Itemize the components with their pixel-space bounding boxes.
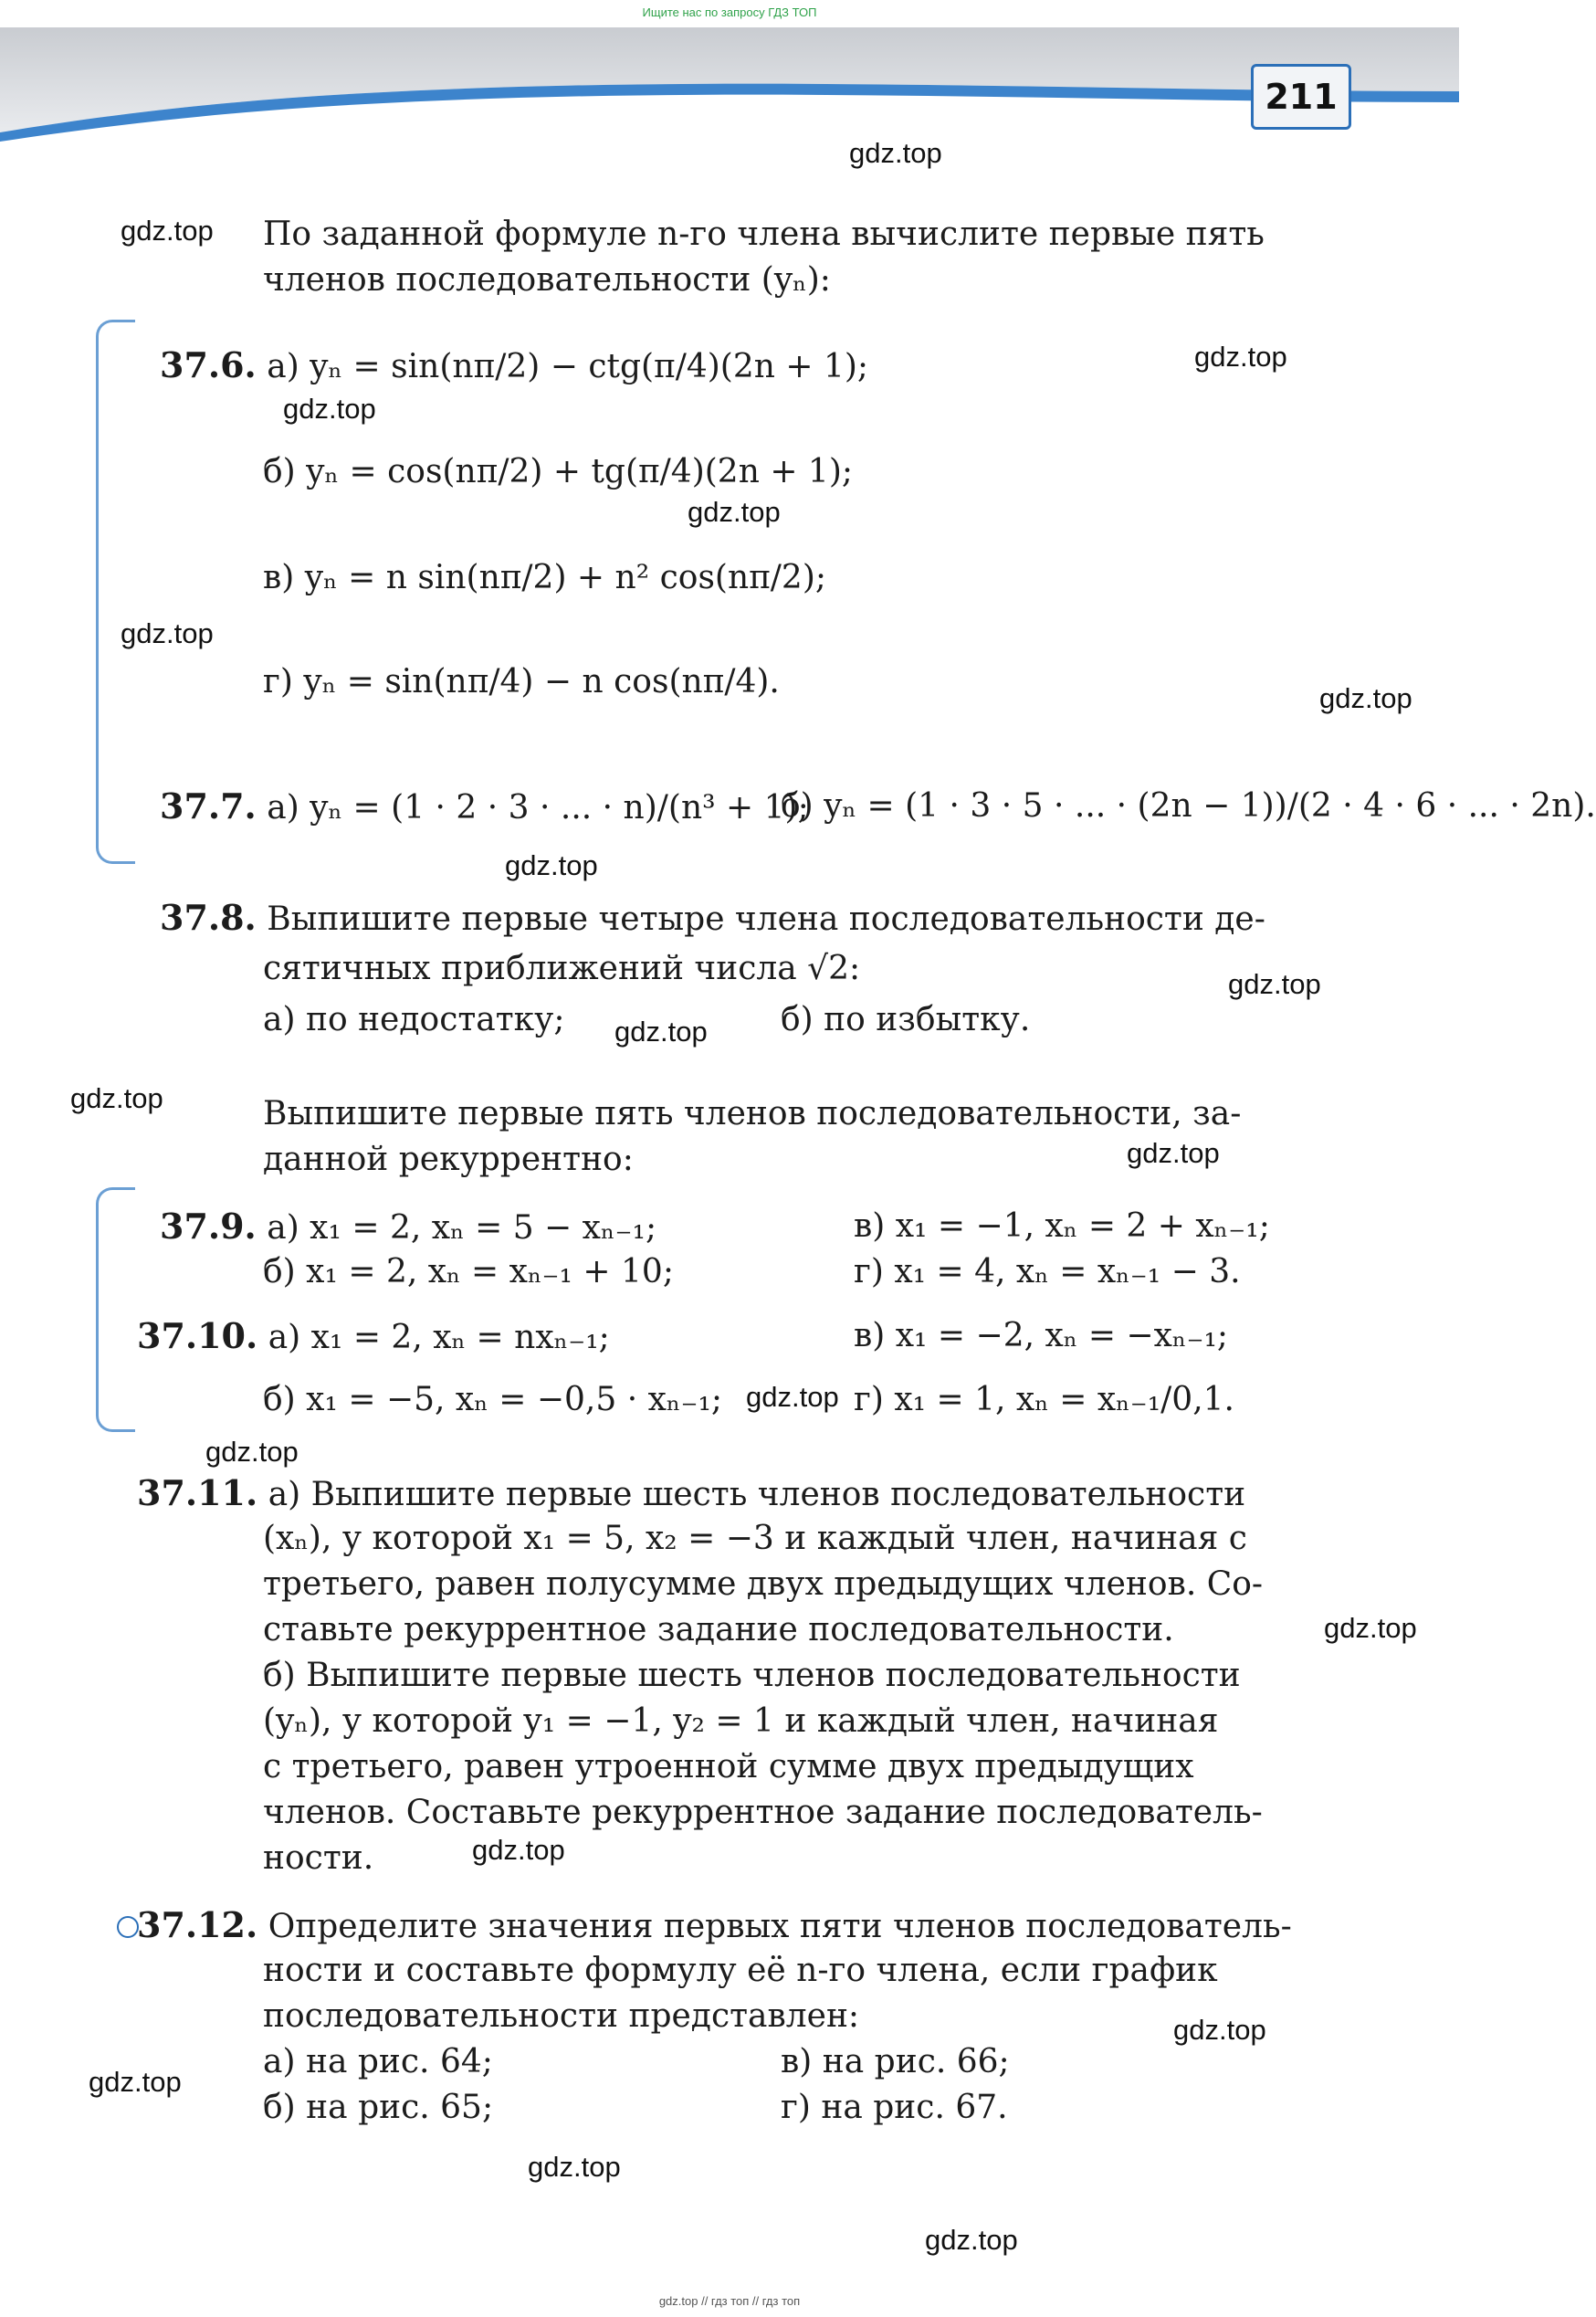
watermark: gdz.top: [1194, 341, 1287, 373]
watermark: gdz.top: [1127, 1137, 1220, 1169]
item-a: а) x₁ = 2, xₙ = 5 − xₙ₋₁;: [267, 1209, 657, 1247]
problem-37-6-g: г) yₙ = sin(nπ/4) − n cos(nπ/4).: [263, 663, 780, 700]
problem-number: 37.6.: [160, 344, 257, 385]
problem-37-9-b: б) x₁ = 2, xₙ = xₙ₋₁ + 10;: [263, 1253, 674, 1290]
problem-37-11-line: (xₙ), у которой x₁ = 5, x₂ = −3 и каждый член, начиная с: [263, 1520, 1247, 1557]
problem-37-7-b: б) yₙ = (1 · 3 · 5 · ... · (2n − 1))/(2 · 4 · 6 · ... · 2n).: [781, 787, 1596, 825]
watermark: gdz.top: [688, 496, 781, 528]
problem-37-12-g: г) на рис. 67.: [781, 2089, 1008, 2126]
problem-37-12-b: б) на рис. 65;: [263, 2089, 494, 2126]
problem-37-12-line: последовательности представлен:: [263, 1997, 860, 2035]
watermark: gdz.top: [70, 1082, 163, 1114]
problem-37-11-line: (yₙ), у которой y₁ = −1, y₂ = 1 и каждый член, начиная: [263, 1702, 1219, 1740]
watermark: gdz.top: [1228, 968, 1321, 1000]
problem-37-12-line: ности и составьте формулу её n-го члена, если график: [263, 1952, 1218, 1989]
problem-37-10-b: б) x₁ = −5, xₙ = −0,5 · xₙ₋₁;: [263, 1381, 723, 1418]
problem-37-12: [137, 1902, 1292, 1950]
problem-group-bracket: [96, 1187, 135, 1432]
watermark: gdz.top: [925, 2224, 1018, 2256]
problem-number: 37.11.: [137, 1472, 258, 1513]
problem-37-11-line: третьего, равен полусумме двух предыдущих членов. Со-: [263, 1565, 1264, 1603]
problem-37-10-v: в) x₁ = −2, xₙ = −xₙ₋₁;: [854, 1317, 1229, 1354]
item-a: а) x₁ = 2, xₙ = nxₙ₋₁;: [268, 1319, 610, 1356]
problem-37-8-b: б) по избытку.: [781, 1001, 1031, 1038]
circle-marker-icon: [117, 1916, 139, 1938]
line: а) Выпишите первые шесть членов последовательности: [268, 1476, 1246, 1513]
watermark: gdz.top: [505, 849, 598, 881]
problem-37-7: [160, 784, 809, 831]
problem-37-9-g: г) x₁ = 4, xₙ = xₙ₋₁ − 3.: [854, 1253, 1241, 1290]
item-a: а) yₙ = (1 · 2 · 3 · ... · n)/(n³ + 1);: [267, 789, 809, 827]
header-band: [0, 27, 1459, 142]
problem-37-12-a: а) на рис. 64;: [263, 2043, 493, 2080]
problem-37-8: [160, 895, 1265, 943]
problem-37-9-v: в) x₁ = −1, xₙ = 2 + xₙ₋₁;: [854, 1207, 1270, 1245]
problem-number: 37.12.: [137, 1904, 258, 1945]
problem-number: 37.10.: [137, 1315, 258, 1356]
bottom-note: gdz.top // гдз топ // гдз топ: [658, 2294, 801, 2308]
problem-number: 37.7.: [160, 785, 257, 827]
line: Выпишите первые четыре члена последовательности де-: [267, 900, 1265, 938]
intro2-line-2: данной рекуррентно:: [263, 1141, 634, 1178]
problem-37-10: [137, 1313, 610, 1361]
watermark: gdz.top: [89, 2066, 182, 2098]
problem-37-11-line: членов. Составьте рекуррентное задание последователь-: [263, 1794, 1263, 1831]
watermark: gdz.top: [1173, 2014, 1266, 2046]
problem-37-6: [160, 342, 868, 390]
problem-37-11-line: б) Выпишите первые шесть членов последовательности: [263, 1657, 1241, 1694]
problem-37-11-line: с третьего, равен утроенной сумме двух предыдущих: [263, 1748, 1194, 1785]
problem-37-11-line: ности.: [263, 1839, 374, 1877]
problem-37-11: [137, 1470, 1245, 1518]
watermark: gdz.top: [205, 1436, 299, 1468]
watermark: gdz.top: [614, 1016, 708, 1048]
watermark: gdz.top: [121, 617, 214, 649]
problem-37-6-v: в) yₙ = n sin(nπ/2) + n² cos(nπ/2);: [263, 559, 827, 596]
watermark: gdz.top: [528, 2151, 621, 2183]
problem-37-11-line: ставьте рекуррентное задание последовательности.: [263, 1611, 1174, 1648]
problem-37-8-line2: сятичных приближений числа √2:: [263, 950, 861, 987]
intro-line-2: членов последовательности (yₙ):: [263, 261, 831, 299]
top-note: Ищите нас по запросу ГДЗ ТОП: [642, 5, 817, 19]
item-a: а) yₙ = sin(nπ/2) − ctg(π/4)(2n + 1);: [267, 348, 869, 385]
problem-group-bracket: [96, 320, 135, 864]
problem-37-8-a: а) по недостатку;: [263, 1001, 565, 1038]
problem-37-10-g: г) x₁ = 1, xₙ = xₙ₋₁/0,1.: [854, 1381, 1234, 1418]
watermark: gdz.top: [1324, 1612, 1417, 1644]
problem-number: 37.9.: [160, 1206, 257, 1247]
watermark: gdz.top: [746, 1381, 839, 1413]
intro-line-1: По заданной формуле n-го члена вычислите первые пять: [263, 216, 1265, 253]
watermark: gdz.top: [283, 393, 376, 425]
watermark: gdz.top: [472, 1834, 565, 1866]
watermark: gdz.top: [121, 215, 214, 247]
problem-number: 37.8.: [160, 897, 257, 938]
line: Определите значения первых пяти членов последователь-: [268, 1908, 1292, 1945]
problem-37-9: [160, 1204, 656, 1251]
problem-37-12-v: в) на рис. 66;: [781, 2043, 1010, 2080]
watermark: gdz.top: [1319, 682, 1412, 714]
watermark: gdz.top: [849, 137, 942, 169]
intro2-line-1: Выпишите первые пять членов последовательности, за-: [263, 1095, 1242, 1132]
page-number: 211: [1251, 64, 1351, 130]
problem-37-6-b: б) yₙ = cos(nπ/2) + tg(π/4)(2n + 1);: [263, 453, 854, 490]
